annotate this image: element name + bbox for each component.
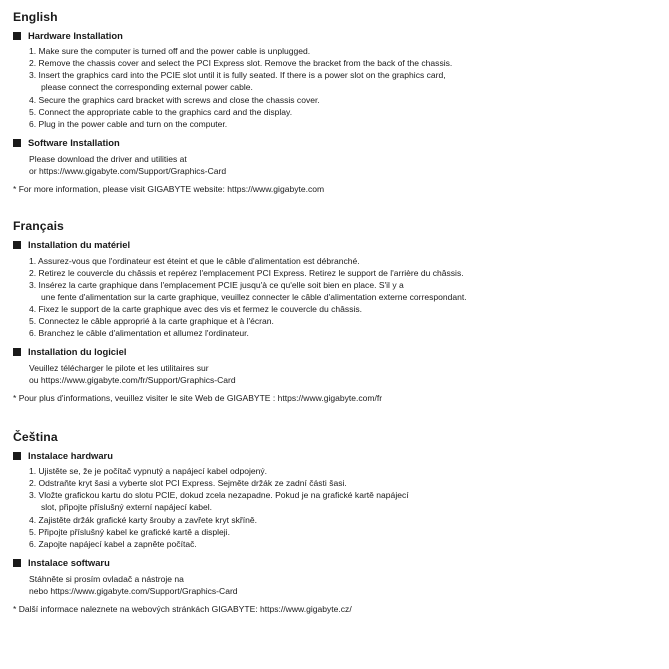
step-4: 4. Fixez le support de la carte graphique avec des vis et fermez le couvercle du châssis. — [29, 304, 363, 314]
step-6: 6. Zapojte napájecí kabel a zapněte počítač. — [29, 539, 197, 549]
square-bullet-icon — [13, 559, 21, 567]
language-heading-french: Français — [13, 219, 64, 233]
step-3: 3. Insert the graphics card into the PCIE slot until it is fully seated. If there is a power slot on the graphics card, — [29, 70, 446, 80]
software-line-2: or https://www.gigabyte.com/Support/Graphics-Card — [29, 166, 227, 176]
footnote-french: * Pour plus d'informations, veuillez visiter le site Web de GIGABYTE : https://www.gigabyte.com/fr — [13, 393, 383, 403]
hardware-section-title-english: Hardware Installation — [13, 30, 123, 41]
step-5: 5. Connect the appropriate cable to the graphics card and the display. — [29, 107, 293, 117]
hardware-section-title-czech: Instalace hardwaru — [13, 450, 113, 461]
step-4: 4. Secure the graphics card bracket with screws and close the chassis cover. — [29, 95, 320, 105]
step-2: 2. Remove the chassis cover and select the PCI Express slot. Remove the bracket from the back of the chassis. — [29, 58, 453, 68]
software-line-2: ou https://www.gigabyte.com/fr/Support/Graphics-Card — [29, 375, 236, 385]
step-2: 2. Retirez le couvercle du châssis et repérez l'emplacement PCI Express. Retirez le support de l'arrière du châssis. — [29, 268, 464, 278]
step-5: 5. Připojte příslušný kabel ke grafické kartě a displeji. — [29, 527, 230, 537]
software-line-1: Please download the driver and utilities at — [29, 154, 187, 164]
hardware-section-title-french: Installation du matériel — [13, 239, 130, 250]
software-line-1: Stáhněte si prosím ovladač a nástroje na — [29, 574, 184, 584]
step-1: 1. Make sure the computer is turned off and the power cable is unplugged. — [29, 46, 311, 56]
step-3-continued: please connect the corresponding external power cable. — [41, 82, 253, 92]
software-section-title-french: Installation du logiciel — [13, 346, 126, 357]
step-3: 3. Insérez la carte graphique dans l'emplacement PCIE jusqu'à ce qu'elle soit bien en place. S'il y a — [29, 280, 404, 290]
software-section-title-czech: Instalace softwaru — [13, 557, 110, 568]
step-4: 4. Zajistěte držák grafické karty šrouby a zavřete kryt skříně. — [29, 515, 257, 525]
software-line-1: Veuillez télécharger le pilote et les utilitaires sur — [29, 363, 209, 373]
software-section-title-english: Software Installation — [13, 137, 120, 148]
step-6: 6. Plug in the power cable and turn on the computer. — [29, 119, 228, 129]
language-heading-czech: Čeština — [13, 430, 58, 444]
language-heading-english: English — [13, 10, 58, 24]
step-5: 5. Connectez le câble approprié à la carte graphique et à l'écran. — [29, 316, 274, 326]
square-bullet-icon — [13, 452, 21, 460]
step-3: 3. Vložte grafickou kartu do slotu PCIE, dokud zcela nezapadne. Pokud je na grafické kartě napájecí — [29, 490, 409, 500]
square-bullet-icon — [13, 241, 21, 249]
step-1: 1. Ujistěte se, že je počítač vypnutý a napájecí kabel odpojený. — [29, 466, 268, 476]
square-bullet-icon — [13, 32, 21, 40]
step-3-continued: une fente d'alimentation sur la carte graphique, veuillez connecter le câble d'alimentation externe correspondant. — [41, 292, 467, 302]
square-bullet-icon — [13, 348, 21, 356]
footnote-czech: * Další informace naleznete na webových stránkách GIGABYTE: https://www.gigabyte.cz/ — [13, 604, 352, 614]
step-2: 2. Odstraňte kryt šasi a vyberte slot PCI Express. Sejměte držák ze zadní části šasi. — [29, 478, 347, 488]
software-line-2: nebo https://www.gigabyte.com/Support/Graphics-Card — [29, 586, 238, 596]
step-3-continued: slot, připojte příslušný externí napájecí kabel. — [41, 502, 213, 512]
square-bullet-icon — [13, 139, 21, 147]
footnote-english: * For more information, please visit GIGABYTE website: https://www.gigabyte.com — [13, 184, 325, 194]
step-1: 1. Assurez-vous que l'ordinateur est éteint et que le câble d'alimentation est débranché. — [29, 256, 360, 266]
step-6: 6. Branchez le câble d'alimentation et allumez l'ordinateur. — [29, 328, 249, 338]
